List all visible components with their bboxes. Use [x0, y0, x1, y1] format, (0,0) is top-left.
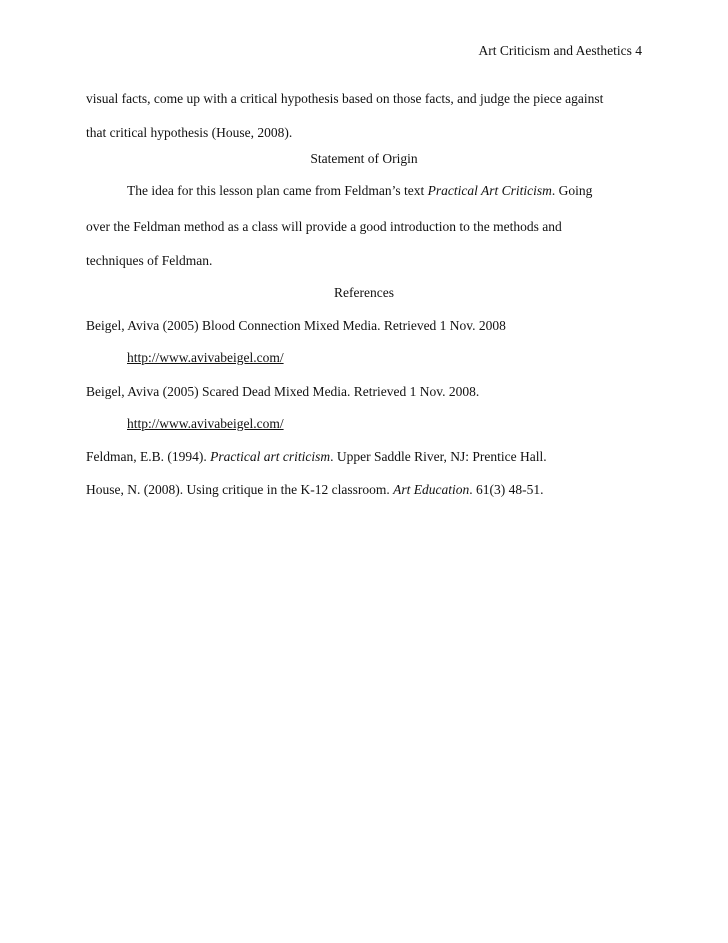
reference-entry: Beigel, Aviva (2005) Scared Dead Mixed Media. Retrieved 1 Nov. 2008.	[86, 384, 480, 399]
text-run: . Going	[551, 183, 593, 198]
reference-url-text[interactable]: http://www.avivabeigel.com/	[127, 416, 284, 431]
reference-url-link[interactable]	[127, 350, 284, 366]
text-run: . 61(3) 48-51.	[469, 482, 544, 497]
reference-entry: Beigel, Aviva (2005) Blood Connection Mixed Media. Retrieved 1 Nov. 2008	[86, 318, 506, 333]
running-head: Art Criticism and Aesthetics 4	[478, 43, 642, 58]
reference-entry	[86, 449, 547, 465]
book-title: Practical Art Criticism	[427, 183, 552, 198]
book-title: Practical art criticism	[210, 449, 331, 464]
paragraph-line: techniques of Feldman.	[86, 253, 213, 268]
reference-url-link[interactable]	[127, 416, 284, 432]
text-run: House, N. (2008). Using critique in the K-12 classroom.	[86, 482, 394, 497]
text-run: . Upper Saddle River, NJ: Prentice Hall.	[330, 449, 547, 464]
reference-entry	[86, 482, 543, 498]
section-heading-references: References	[334, 285, 394, 300]
section-heading-statement-of-origin: Statement of Origin	[310, 151, 418, 166]
paragraph-line	[127, 183, 592, 199]
paragraph-line: visual facts, come up with a critical hypothesis based on those facts, and judge the piece against	[86, 91, 604, 106]
paragraph-line: that critical hypothesis (House, 2008).	[86, 125, 293, 140]
reference-url-text[interactable]: http://www.avivabeigel.com/	[127, 350, 284, 365]
text-run: Feldman, E.B. (1994).	[86, 449, 211, 464]
text-run: The idea for this lesson plan came from Feldman’s text	[127, 183, 428, 198]
journal-title: Art Education	[393, 482, 470, 497]
paragraph-line: over the Feldman method as a class will provide a good introduction to the methods and	[86, 219, 562, 234]
